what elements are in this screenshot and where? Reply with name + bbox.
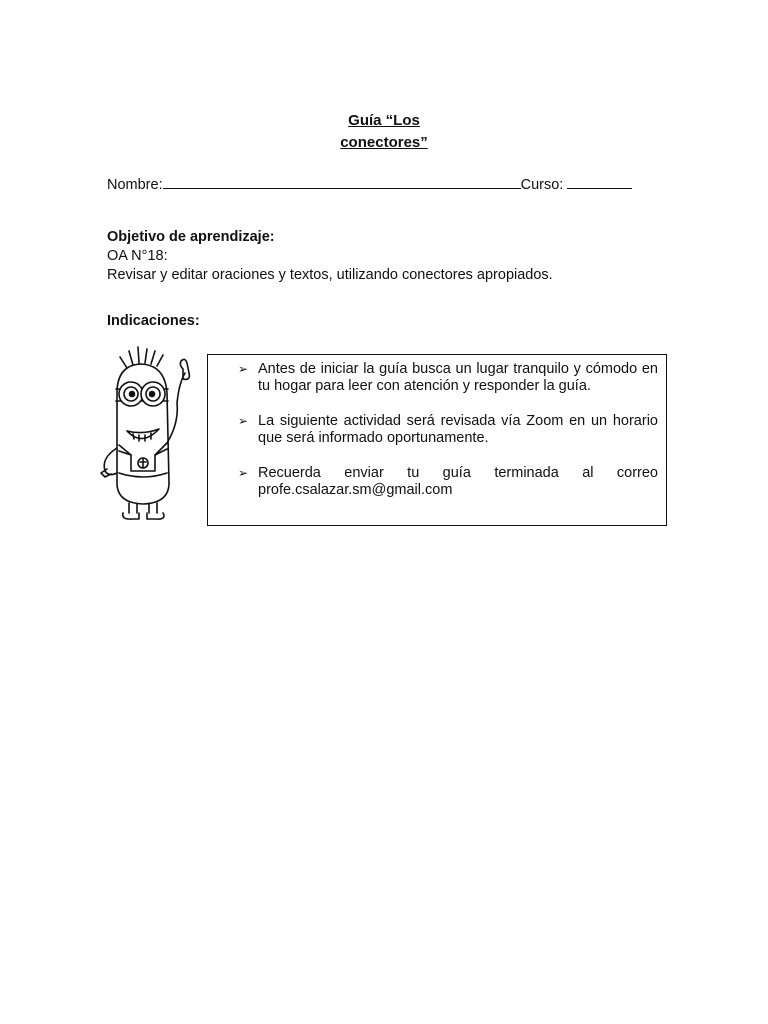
page-title — [284, 110, 484, 154]
arrow-bullet-icon: ➢ — [238, 414, 249, 428]
list-item — [218, 413, 658, 447]
list-item — [218, 361, 658, 395]
name-blank-line[interactable] — [163, 175, 521, 189]
list-item — [218, 465, 658, 499]
indications-box — [207, 354, 667, 526]
indications-list — [218, 361, 658, 499]
student-info-row — [107, 175, 667, 193]
indication-text: Recuerda enviar tu guía terminada al correo profe.csalazar.sm@gmail.com — [258, 465, 658, 498]
objective-text: Revisar y editar oraciones y textos, utilizando conectores apropiados. — [107, 267, 553, 283]
course-label: Curso: — [520, 177, 564, 193]
title-line-1: Guía “Los — [348, 112, 420, 129]
title-line-2: conectores” — [340, 134, 428, 151]
arrow-bullet-icon: ➢ — [238, 466, 249, 480]
indication-text: Antes de iniciar la guía busca un lugar tranquilo y cómodo en tu hogar para leer con atención y responder la guía. — [258, 361, 658, 394]
arrow-bullet-icon: ➢ — [238, 362, 249, 376]
minion-cartoon-icon — [95, 343, 197, 523]
course-blank-line[interactable] — [567, 175, 632, 189]
name-label: Nombre: — [107, 177, 163, 193]
indication-text: La siguiente actividad será revisada vía Zoom en un horario que será informado oportunamente. — [258, 413, 658, 446]
objective-heading: Objetivo de aprendizaje: — [107, 229, 275, 245]
objective-section — [107, 228, 553, 285]
objective-code: OA N°18: — [107, 248, 168, 264]
indications-heading: Indicaciones: — [107, 313, 200, 329]
